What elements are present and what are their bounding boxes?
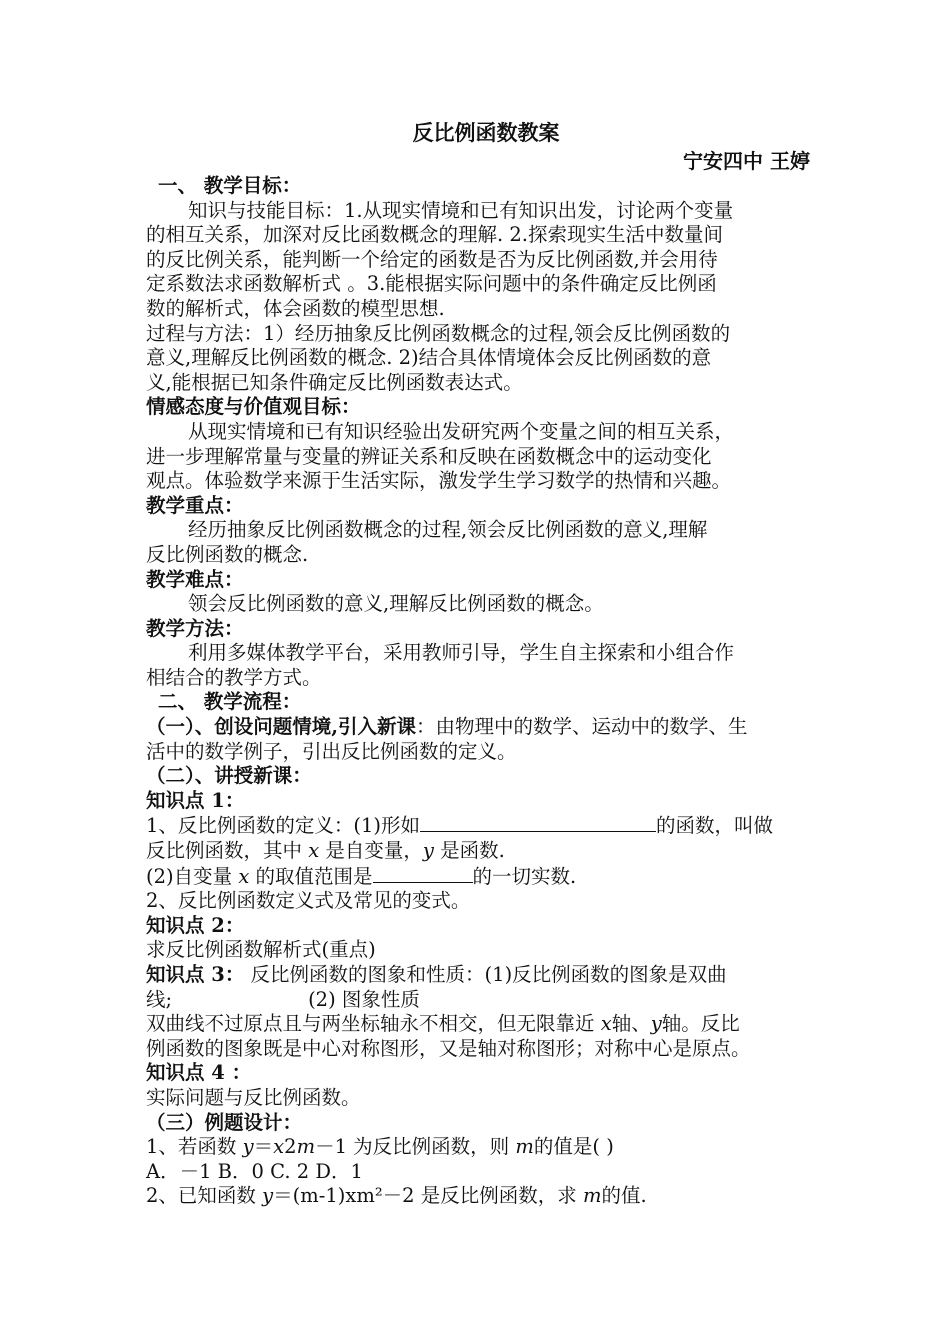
var-y: y: [650, 1012, 662, 1036]
document-page: [146, 118, 826, 1209]
goal2-line3: 义,能根据已知条件确定反比例函数表达式。: [146, 370, 523, 394]
kp1-l1-text-end: 的函数，叫做: [656, 814, 774, 838]
method-heading: 教学方法：: [146, 616, 244, 640]
var-x: x: [308, 839, 320, 863]
var-x: x: [273, 1135, 285, 1159]
kp2-text: 求反比例函数解析式(重点): [146, 938, 376, 962]
kp3-line1: [146, 963, 826, 988]
ex1-e: 的值是( ): [533, 1135, 614, 1159]
kp1-line4: 2、反比例函数定义式及常见的变式。: [146, 889, 471, 913]
kp1-l2-a: 反比例函数，其中: [146, 839, 309, 863]
goal2-line1: 过程与方法：1）经历抽象反比例函数概念的过程,领会反比例函数的: [146, 321, 731, 345]
kp3-l3-a: 双曲线不过原点且与两坐标轴永不相交，但无限靠近: [146, 1012, 601, 1036]
var-x: x: [600, 1012, 612, 1036]
author-line: 宁安四中 王婷: [683, 149, 810, 173]
kp3-text1: 反比例函数的图象和性质：(1)反比例函数的图象是双曲: [244, 963, 727, 986]
kp1-line3: [146, 864, 826, 890]
document-title: 反比例函数教案: [412, 120, 560, 145]
kp3-text2b: (2) 图象性质: [308, 987, 420, 1011]
example1: [146, 1135, 826, 1160]
kp1-line1: [146, 813, 826, 839]
part1-label: （一）、创设问题情境,引入新课: [146, 715, 417, 739]
method-line2: 相结合的教学方式。: [146, 665, 322, 689]
part2-heading: （二）、讲授新课：: [146, 764, 312, 788]
kp1-l2-c: 是函数.: [433, 839, 505, 863]
goal1-line3: 的反比例关系，能判断一个给定的函数是否为反比例函数,并会用待: [146, 247, 718, 271]
kp1-heading: 知识点 1：: [146, 788, 245, 812]
kp3-line3: [146, 1012, 826, 1037]
emotion-heading: 情感态度与价值观目标：: [146, 395, 361, 419]
emotion-line2: 进一步理解常量与变量的辨证关系和反映在函数概念中的运动变化: [146, 444, 712, 468]
ex2-a: 2、已知函数: [146, 1184, 263, 1208]
kp3-l3-c: 轴。反比: [661, 1012, 740, 1036]
example2: [146, 1184, 826, 1209]
kp1-l1-text: 1、反比例函数的定义：(1)形如: [146, 814, 421, 838]
part3-heading: （三）例题设计：: [146, 1110, 303, 1134]
var-m: m: [515, 1135, 534, 1159]
ex2-c: 的值.: [601, 1184, 647, 1208]
ex2-b: ＝(m-1)xm²－2 是反比例函数，求: [273, 1184, 583, 1208]
ex1-c: 2: [284, 1135, 297, 1159]
goal1-line5: 数的解析式，体会函数的模型思想.: [146, 296, 445, 320]
key-point-heading: 教学重点：: [146, 493, 244, 517]
kp1-l3-b: 的取值范围是: [249, 864, 373, 888]
key-point-line1: 经历抽象反比例函数概念的过程,领会反比例函数的意义,理解: [188, 518, 708, 542]
goal2-line2: 意义,理解反比例函数的概念. 2)结合具体情境体会反比例函数的意: [146, 346, 712, 370]
kp4-heading: 知识点 4 ：: [146, 1061, 252, 1085]
kp1-line2: [146, 839, 826, 864]
part1-line1: [146, 715, 826, 740]
example1-options: A．－1 B．0 C. 2 D．1: [146, 1159, 363, 1183]
kp1-l3-a: (2)自变量: [146, 864, 239, 888]
kp3-heading: 知识点 3：: [146, 963, 245, 986]
kp2-heading: 知识点 2：: [146, 913, 245, 937]
goal1-line2: 的相互关系，加深对反比函数概念的理解. 2.探索现实生活中数量间: [146, 223, 724, 247]
kp3-line4: 例函数的图象既是中心对称图形，又是轴对称图形；对称中心是原点。: [146, 1036, 751, 1060]
section-heading-goals: 一、 教学目标：: [158, 174, 302, 197]
var-y: y: [422, 839, 434, 863]
var-m: m: [296, 1135, 316, 1159]
goal1-line4: 定系数法求函数解析式 。3.能根据实际问题中的条件确定反比例函: [146, 272, 717, 296]
emotion-line3: 观点。体验数学来源于生活实际，激发学生学习数学的热情和兴趣。: [146, 469, 732, 493]
var-x: x: [238, 864, 250, 888]
ex1-b: ＝: [253, 1135, 274, 1159]
section-heading-process: 二、 教学流程：: [158, 690, 302, 714]
var-y: y: [242, 1135, 254, 1159]
var-m: m: [582, 1184, 602, 1208]
ex1-d: －1 为反比例函数，则: [315, 1135, 516, 1159]
fill-blank-1: [420, 813, 656, 832]
difficulty-text: 领会反比例函数的意义,理解反比例函数的概念。: [188, 592, 604, 616]
kp1-l3-c: 的一切实数.: [472, 864, 577, 888]
method-line1: 利用多媒体教学平台，采用教师引导，学生自主探索和小组合作: [188, 641, 735, 665]
goal1-line1: 知识与技能目标：1.从现实情境和已有知识出发，讨论两个变量: [188, 198, 734, 222]
var-y: y: [262, 1184, 274, 1208]
fill-blank-2: [373, 864, 473, 883]
kp4-text: 实际问题与反比例函数。: [146, 1085, 361, 1109]
kp1-l2-b: 是自变量，: [319, 839, 423, 863]
part1-text1: ：由物理中的数学、运动中的数学、生: [416, 715, 748, 739]
kp3-l3-b: 轴、: [611, 1012, 651, 1036]
key-point-line2: 反比例函数的概念.: [146, 542, 309, 566]
emotion-line1: 从现实情境和已有知识经验出发研究两个变量之间的相互关系，: [188, 419, 735, 443]
ex1-a: 1、若函数: [146, 1135, 243, 1159]
kp3-line2: [146, 988, 826, 1013]
kp3-text2a: 线;: [146, 987, 173, 1011]
difficulty-heading: 教学难点：: [146, 567, 244, 591]
part1-line2: 活中的数学例子，引出反比例函数的定义。: [146, 739, 517, 763]
